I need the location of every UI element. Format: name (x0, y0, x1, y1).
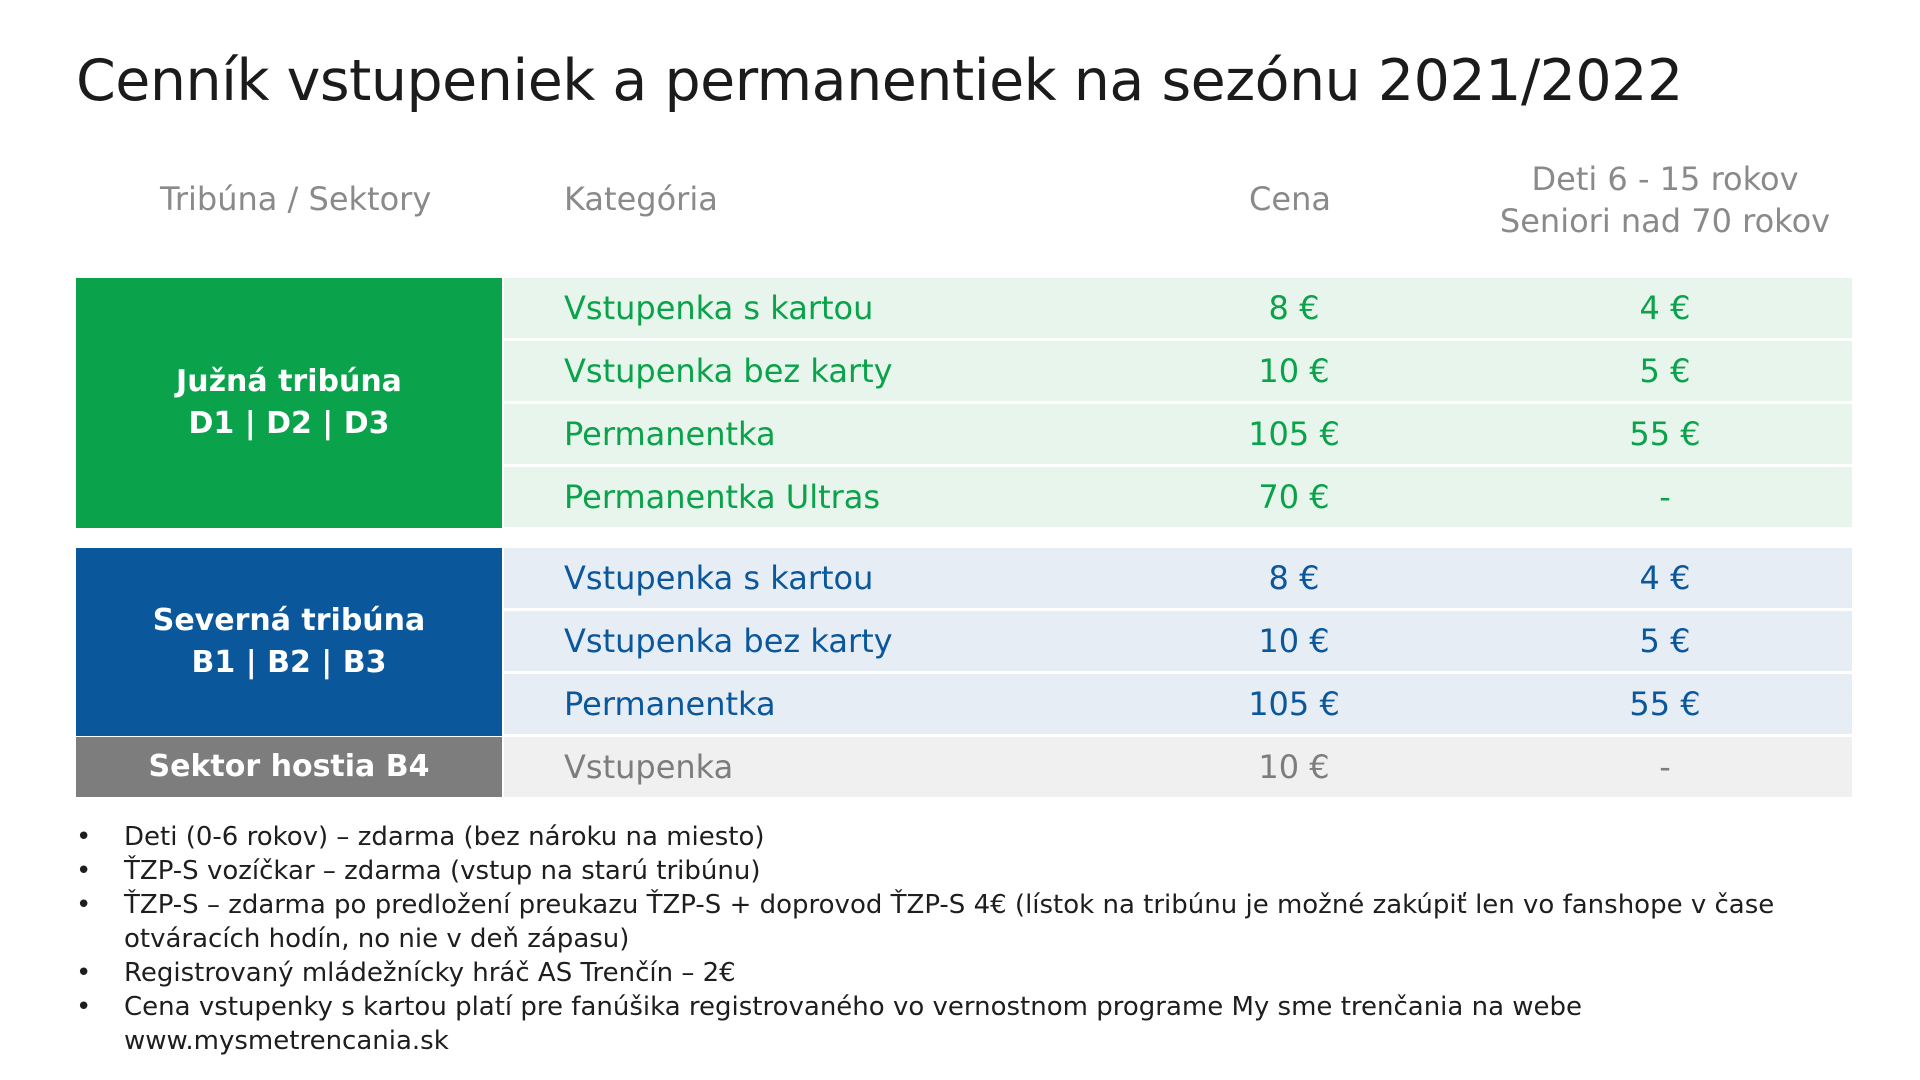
note-item: • ŤZP-S – zdarma po predložení preukazu ŤZP-S + doprovod ŤZP-S 4€ (lístok na tribúnu je možné zakúpiť len vo fanshope v čase otváracích hodín, no nie v deň zápasu) (76, 890, 1775, 954)
note-item: • Cena vstupenky s kartou platí pre fanúšika registrovaného vo vernostnom programe My sme trenčania na webe www.mysmetrencania.sk (76, 992, 1583, 1056)
category-cell: Vstupenka (564, 748, 734, 786)
page-title: Cenník vstupeniek a permanentiek na sezónu 2021/2022 (76, 48, 1683, 114)
price-cell: 10 € (1258, 748, 1330, 786)
category-cell: Vstupenka bez karty (564, 622, 893, 660)
bullet-icon: • (76, 822, 92, 852)
reduced-price-cell: 5 € (1639, 352, 1691, 390)
price-row (504, 341, 1852, 401)
reduced-price-cell: 4 € (1639, 289, 1691, 327)
note-item: • Registrovaný mládežnícky hráč AS Trenčín – 2€ (76, 958, 736, 988)
reduced-price-cell: 4 € (1639, 559, 1691, 597)
bullet-icon: • (76, 958, 92, 988)
reduced-price-cell: 55 € (1629, 415, 1701, 453)
category-cell: Vstupenka bez karty (564, 352, 893, 390)
price-row (504, 278, 1852, 338)
group-label-severna (76, 548, 502, 736)
group-label-hostia (76, 737, 502, 797)
group-label-hostia-name: Sektor hostia B4 (148, 749, 430, 784)
reduced-price-cell: 5 € (1639, 622, 1691, 660)
note-item: • ŤZP-S vozíčkar – zdarma (vstup na starú tribúnu) (76, 856, 761, 886)
price-row (504, 548, 1852, 608)
price-cell: 8 € (1268, 559, 1320, 597)
group-label-juzna-sectors: D1 | D2 | D3 (188, 406, 390, 441)
category-cell: Vstupenka s kartou (564, 289, 874, 327)
header-kategoria: Kategória (564, 180, 718, 218)
header-deti: Deti 6 - 15 rokov (1531, 160, 1799, 198)
bullet-icon: • (76, 856, 92, 886)
price-cell: 70 € (1258, 478, 1330, 516)
price-cell: 10 € (1258, 622, 1330, 660)
group-label-severna-sectors: B1 | B2 | B3 (191, 645, 387, 680)
group-label-juzna (76, 278, 502, 528)
note-item: • Deti (0-6 rokov) – zdarma (bez nároku na miesto) (76, 822, 765, 852)
price-row (504, 737, 1852, 797)
header-cena: Cena (1249, 180, 1331, 218)
price-cell: 105 € (1248, 415, 1340, 453)
category-cell: Permanentka Ultras (564, 478, 881, 516)
price-row (504, 611, 1852, 671)
price-row (504, 404, 1852, 464)
notes-list (76, 820, 1866, 1058)
category-cell: Vstupenka s kartou (564, 559, 874, 597)
price-cell: 105 € (1248, 685, 1340, 723)
price-row (504, 467, 1852, 527)
category-cell: Permanentka (564, 415, 776, 453)
group-label-severna-name: Severná tribúna (152, 603, 426, 638)
header-seniori: Seniori nad 70 rokov (1499, 202, 1831, 240)
reduced-price-cell: - (1659, 748, 1671, 786)
header-deti-seniori (1480, 158, 1850, 242)
price-cell: 8 € (1268, 289, 1320, 327)
group-label-juzna-name: Južná tribúna (176, 364, 402, 399)
bullet-icon: • (76, 890, 92, 920)
price-row (504, 674, 1852, 734)
price-cell: 10 € (1258, 352, 1330, 390)
reduced-price-cell: - (1659, 478, 1671, 516)
reduced-price-cell: 55 € (1629, 685, 1701, 723)
header-tribuna: Tribúna / Sektory (160, 180, 432, 218)
category-cell: Permanentka (564, 685, 776, 723)
bullet-icon: • (76, 992, 92, 1022)
